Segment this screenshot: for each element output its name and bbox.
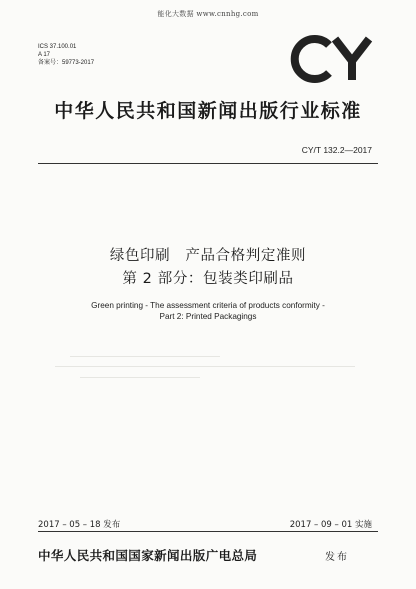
english-title bbox=[0, 300, 416, 322]
record-number: 备案号：59773-2017 bbox=[38, 60, 95, 66]
classification-block bbox=[38, 43, 94, 67]
scan-artifact-line bbox=[55, 366, 355, 367]
chinese-title-line-1: 绿色印刷 产品合格判定准则 bbox=[109, 248, 307, 264]
standard-number: CY/T 132.2—2017 bbox=[301, 145, 372, 155]
implementation-date: 2017 – 09 – 01 实施 bbox=[289, 520, 372, 530]
cy-logo bbox=[283, 34, 383, 84]
issue-date: 2017 – 05 – 18 发布 bbox=[38, 520, 121, 530]
top-divider bbox=[38, 163, 378, 164]
english-title-line-1: Green printing - The assessment criteria of products conformity - bbox=[91, 301, 325, 310]
chinese-title-line-2: 第 2 部分：包装类印刷品 bbox=[122, 271, 294, 287]
scan-artifact-line bbox=[70, 356, 220, 357]
chinese-title bbox=[0, 245, 416, 291]
watermark: 能化大数据 www.cnnhg.com bbox=[157, 10, 259, 18]
issuing-standard-title: 中华人民共和国新闻出版行业标准 bbox=[54, 100, 362, 122]
publish-label: 发布 bbox=[325, 552, 349, 563]
category-code: A 17 bbox=[38, 52, 51, 58]
ics-code: ICS 37.100.01 bbox=[38, 44, 77, 50]
publisher-name: 中华人民共和国国家新闻出版广电总局 bbox=[38, 548, 258, 563]
scan-artifact-line bbox=[80, 377, 200, 378]
bottom-divider bbox=[38, 531, 378, 532]
english-title-line-2: Part 2: Printed Packagings bbox=[159, 312, 257, 321]
